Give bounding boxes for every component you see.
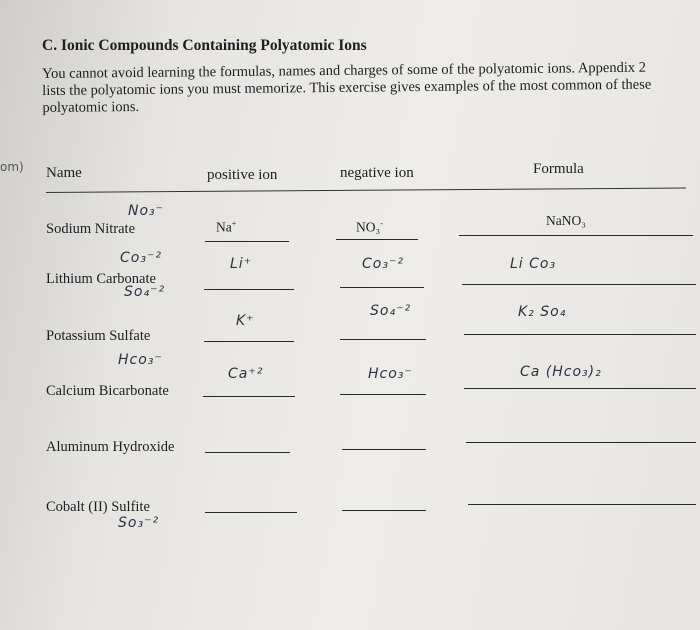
header-name: Name [46,165,82,181]
negative-ion-answer-line [340,394,426,395]
formula-answer-line [459,235,693,236]
section-title: C. Ionic Compounds Containing Polyatomic Ions [42,37,367,54]
handwritten-note: Co₃⁻² [120,250,162,266]
header-formula: Formula [533,161,584,177]
compound-name: Calcium Bicarbonate [46,383,169,399]
formula-answer-line [464,388,696,389]
handwritten-note: So₃⁻² [118,515,160,531]
intro-paragraph: You cannot avoid learning the formulas, names and charges of some of the polyatomic ions. Appendix 2 lists the polyatomic ions you must memorize. This exercise gives examples of the most common of these polyatomic ions. [42,59,652,116]
formula-value: NaNO₃ [546,213,586,228]
negative-ion-value: NO₃- [356,219,383,235]
formula-answer-line [466,442,696,443]
positive-ion-answer-line [205,512,297,513]
margin-mark: om) [0,160,24,174]
negative-ion-answer-line [342,510,426,511]
positive-ion-answer-line [205,241,289,242]
formula-value: K₂ So₄ [518,304,567,320]
positive-ion-answer-line [204,289,294,290]
header-positive-ion: positive ion [207,167,278,183]
negative-ion-answer-line [336,239,418,240]
header-negative-ion: negative ion [340,165,414,181]
handwritten-note: Hco₃⁻ [118,352,163,368]
positive-ion-answer-line [204,341,294,342]
formula-value: Li Co₃ [510,256,557,272]
positive-ion-value: K⁺ [236,313,255,329]
formula-value: Ca (Hco₃)₂ [520,364,602,380]
negative-ion-answer-line [340,287,424,288]
negative-ion-value: So₄⁻² [370,303,412,319]
negative-ion-value: Co₃⁻² [362,256,404,272]
compound-name: Lithium Carbonate [46,271,156,287]
positive-ion-value: Ca⁺² [228,366,264,382]
positive-ion-answer-line [203,396,295,397]
header-divider [46,188,686,193]
compound-name: Potassium Sulfate [46,328,151,344]
positive-ion-value: Li⁺ [230,256,253,272]
negative-ion-answer-line [342,449,426,450]
positive-ion-answer-line [205,452,290,453]
positive-ion-value: Na+ [216,219,237,235]
compound-name: Aluminum Hydroxide [46,439,175,455]
formula-answer-line [468,504,696,505]
handwritten-note: So₄⁻² [124,284,166,300]
negative-ion-answer-line [340,339,426,340]
compound-name: Cobalt (II) Sulfite [46,499,150,515]
compound-name: Sodium Nitrate [46,221,136,237]
formula-answer-line [462,284,696,285]
formula-answer-line [464,334,696,335]
negative-ion-value: Hco₃⁻ [368,366,413,382]
handwritten-note: No₃⁻ [128,203,165,219]
